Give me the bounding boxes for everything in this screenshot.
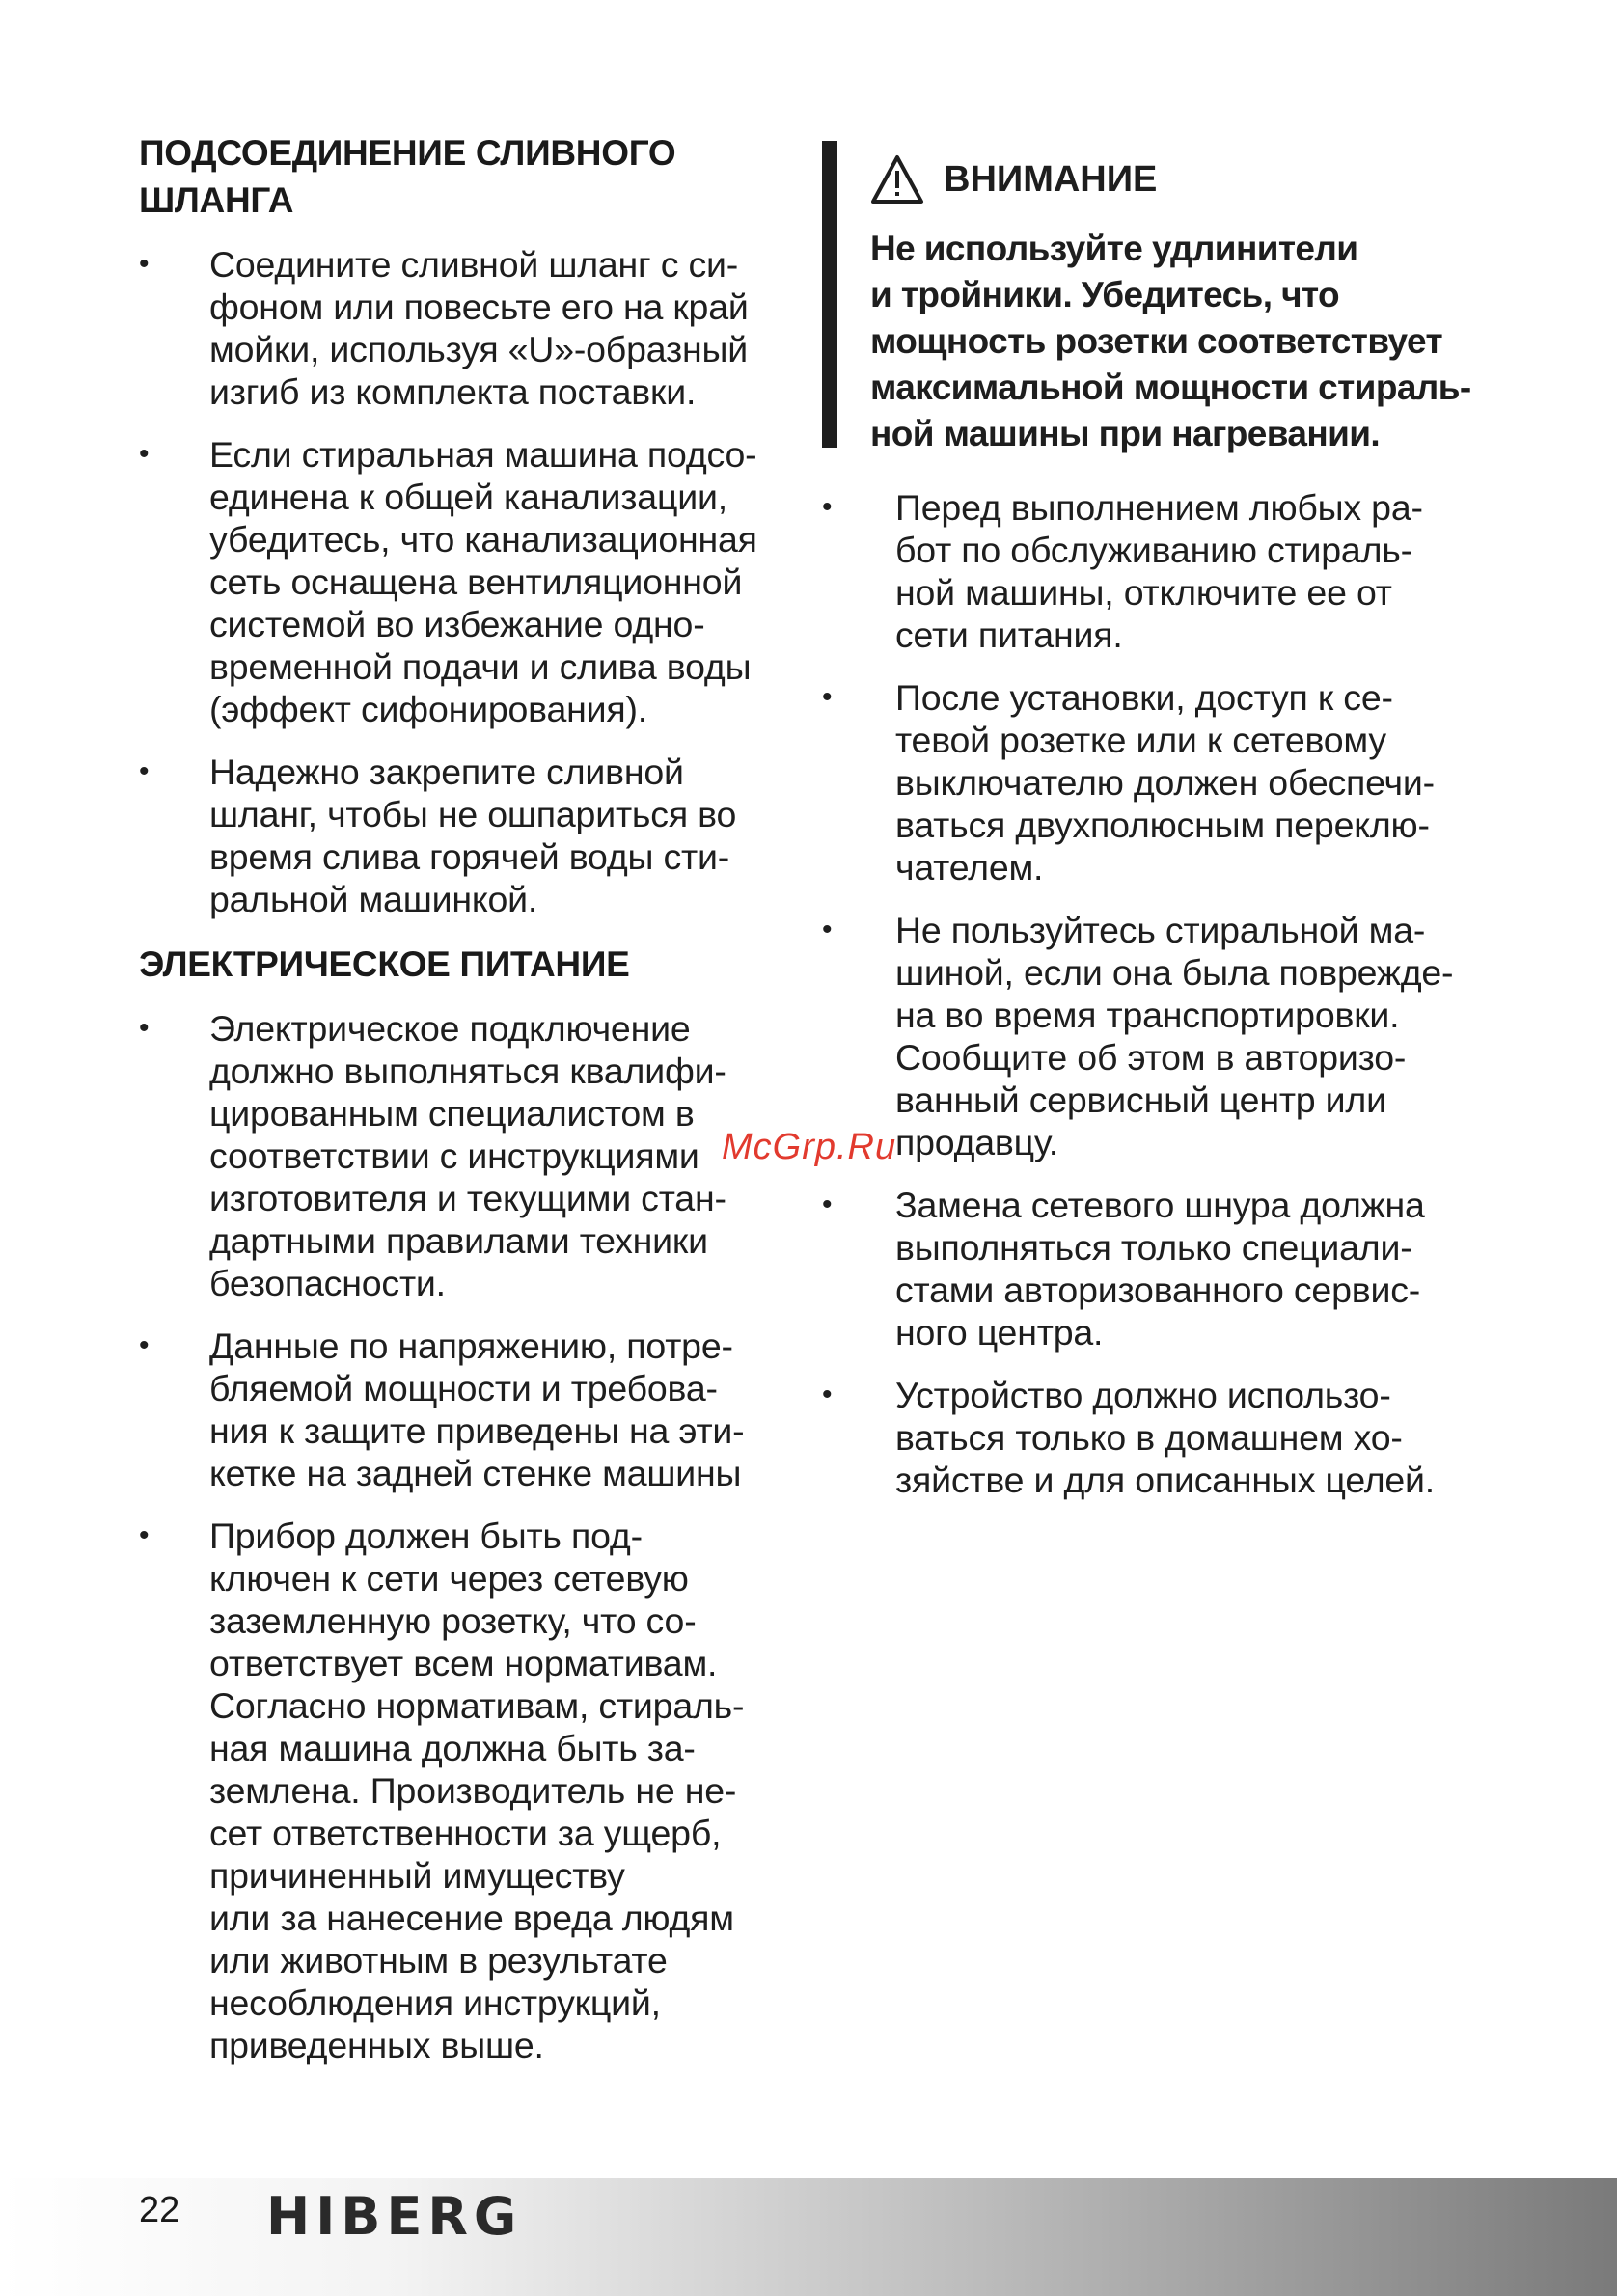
list-item	[139, 1007, 795, 1304]
bullet: •	[822, 1379, 833, 1410]
list-item-text: Надежно закрепите сливной шланг, чтобы не ошпариться во время слива горячей воды сти- ральной машинкой.	[209, 752, 737, 919]
footer-band	[0, 2178, 1617, 2296]
warning-bar	[822, 141, 837, 448]
bullet: •	[139, 248, 150, 280]
list-item-text: Электрическое подключение должно выполняться квалифи- цированным специалистом в соответствии с инструкциями изготовителя и текущими стан- дартными правилами техники безопасности.	[209, 1008, 726, 1303]
bullet: •	[139, 1012, 150, 1044]
list-item	[139, 1515, 795, 2066]
list-item-text: Устройство должно использо- ваться только в домашнем хо- зяйстве и для описанных целей.	[895, 1375, 1436, 1500]
heading-text: ПОДСОЕДИНЕНИЕ СЛИВНОГО ШЛАНГА	[139, 133, 676, 220]
bullet: •	[139, 1329, 150, 1361]
list-item	[822, 1374, 1478, 1501]
list-item-text: Замена сетевого шнура должна выполняться только специали- стами авторизованного сервис- ного центра.	[895, 1185, 1425, 1353]
section-heading-drain-hose	[139, 129, 795, 224]
warning-header	[870, 129, 1478, 220]
safety-list	[822, 486, 1478, 1501]
list-item	[822, 1184, 1478, 1353]
bullet: •	[822, 914, 833, 945]
page-number: 22	[139, 2190, 180, 2230]
warning-triangle-icon	[870, 153, 924, 205]
list-item-text: Перед выполнением любых ра- бот по обслуживанию стираль- ной машины, отключите ее от сети питания.	[895, 487, 1423, 655]
list-item	[822, 676, 1478, 888]
warning-text: Не используйте удлинители и тройники. Убедитесь, что мощность розетки соответствует максимальной мощности стираль- ной машины при нагревании.	[870, 229, 1471, 453]
list-item	[822, 909, 1478, 1163]
list-item	[139, 1325, 795, 1494]
brand-logo: HIBERG	[266, 2186, 523, 2247]
bullet: •	[822, 1189, 833, 1220]
right-column	[822, 129, 1478, 1521]
warning-title: ВНИМАНИЕ	[944, 158, 1158, 200]
watermark: McGrp.Ru	[722, 1127, 897, 1167]
list-item	[139, 751, 795, 920]
bullet: •	[822, 491, 833, 523]
list-item	[139, 243, 795, 413]
bullet: •	[139, 1519, 150, 1551]
section-heading-electric-supply: ЭЛЕКТРИЧЕСКОЕ ПИТАНИЕ	[139, 944, 630, 984]
bullet: •	[822, 681, 833, 713]
list-item-text: Данные по напряжению, потре- бляемой мощности и требова- ния к защите приведены на эти- кетке на задней стенке машины	[209, 1326, 745, 1493]
drain-hose-list	[139, 243, 795, 920]
list-item-text: Если стиральная машина подсо- единена к общей канализации, убедитесь, что канализационная сеть оснащена вентиляционной системой во избежание одно- временной подачи и слива воды (эффект сифонирования).	[209, 434, 757, 729]
left-column	[139, 129, 795, 2087]
bullet: •	[139, 438, 150, 470]
list-item	[139, 433, 795, 730]
bullet: •	[139, 755, 150, 787]
warning-box	[822, 129, 1478, 457]
list-item-text: Не пользуйтесь стиральной ма- шиной, если она была поврежде- на во время транспортировки. Сообщите об этом в авторизо- ванный сервисный центр или продавцу.	[895, 910, 1454, 1162]
list-item-text: Прибор должен быть под- ключен к сети через сетевую заземленную розетку, что со- ответствует всем нормативам. Согласно нормативам, стираль- ная машина должна быть за- землена. Производитель не не- сет ответственности за ущерб, причиненный имуществу или за нанесение вреда людям или животным в результате несоблюдения инструкций, приведенных выше.	[209, 1516, 745, 2065]
list-item-text: После установки, доступ к се- тевой розетке или к сетевому выключателю должен обеспечи- ваться двухполюсным переклю- чателем.	[895, 677, 1435, 888]
list-item-text: Соедините сливной шланг с си- фоном или повесьте его на край мойки, используя «U»-образный изгиб из комплекта поставки.	[209, 244, 749, 412]
list-item	[822, 486, 1478, 656]
electric-supply-list	[139, 1007, 795, 2066]
